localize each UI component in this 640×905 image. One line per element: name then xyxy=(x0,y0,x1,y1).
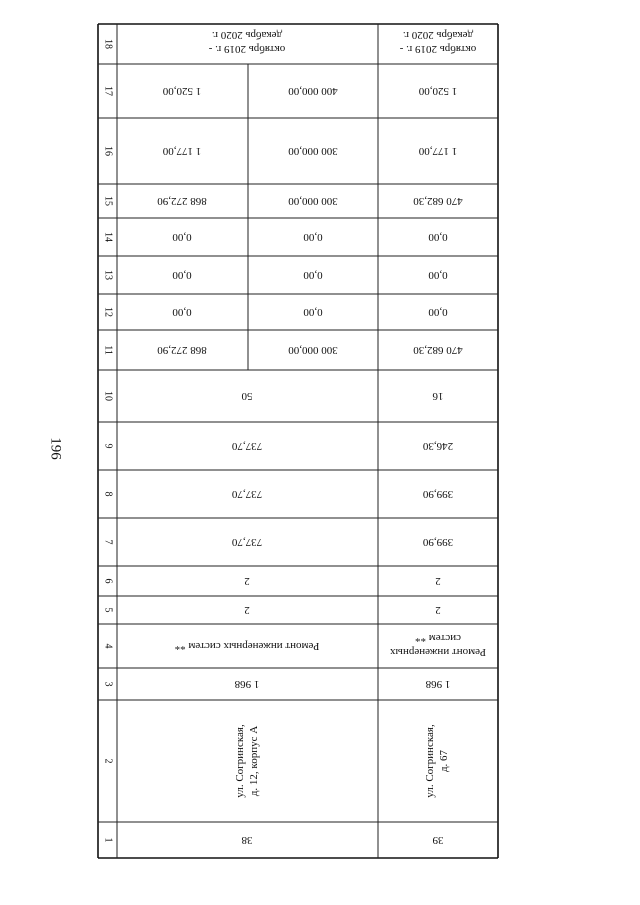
work-type-cell xyxy=(390,632,486,658)
cell-col10: 50 xyxy=(241,390,253,402)
cell-col17: 1 520,00 xyxy=(162,85,202,97)
cell-col8: 737,70 xyxy=(231,488,263,500)
address-cell xyxy=(424,724,450,798)
cell-col8: 399,90 xyxy=(422,488,454,500)
column-number: 6 xyxy=(102,578,114,584)
cell-col7: 399,90 xyxy=(422,536,454,548)
cell-col14: 0,00 xyxy=(428,231,448,243)
cell-col5: 2 xyxy=(435,604,441,616)
cell-col9: 246,30 xyxy=(422,440,454,452)
cell-col17: 400 000,00 xyxy=(288,85,338,97)
cell-col6: 2 xyxy=(244,575,250,587)
cell-col11: 300 000,00 xyxy=(288,344,338,356)
column-number: 10 xyxy=(102,391,114,401)
cell-col14: 0,00 xyxy=(172,231,192,243)
column-number: 9 xyxy=(102,443,114,449)
column-number: 12 xyxy=(102,307,114,317)
cell-col9: 737,70 xyxy=(231,440,263,452)
cell-col13: 0,00 xyxy=(172,269,192,281)
cell-col10: 16 xyxy=(432,390,444,402)
cell-col13: 0,00 xyxy=(303,269,323,281)
address-line-2: д. 12, корпус А xyxy=(248,725,260,797)
column-number: 3 xyxy=(102,681,114,687)
build-year: 1 968 xyxy=(425,678,451,690)
cell-col16: 1 177,00 xyxy=(418,145,458,157)
column-number: 13 xyxy=(102,270,114,280)
build-year: 1 968 xyxy=(234,678,260,690)
column-number: 4 xyxy=(102,643,114,649)
cell-col7: 737,70 xyxy=(231,536,263,548)
page-number: 196 xyxy=(47,437,64,460)
period-cell xyxy=(399,29,476,55)
column-number: 15 xyxy=(102,196,114,206)
cell-col6: 2 xyxy=(435,575,441,587)
work-type-line-2: систем ** xyxy=(414,632,462,644)
cell-col15: 868 272,90 xyxy=(157,195,207,207)
period-line-1: октябрь 2019 г. - xyxy=(208,43,286,55)
column-number: 1 xyxy=(102,837,114,843)
address-line-1: ул. Согринская, xyxy=(424,724,436,798)
column-number: 5 xyxy=(102,607,114,613)
cell-col17: 1 520,00 xyxy=(418,85,458,97)
cell-col12: 0,00 xyxy=(303,306,323,318)
address-line-1: ул. Согринская, xyxy=(234,724,246,798)
column-number: 2 xyxy=(102,758,114,764)
column-number: 8 xyxy=(102,491,114,497)
cell-col16: 1 177,00 xyxy=(162,145,202,157)
cell-col15: 470 682,30 xyxy=(413,195,463,207)
column-number: 14 xyxy=(102,232,114,242)
column-number: 17 xyxy=(102,86,114,96)
column-number: 7 xyxy=(102,539,114,545)
period-line-2: декабрь 2020 г. xyxy=(402,29,474,41)
cell-col13: 0,00 xyxy=(428,269,448,281)
row-number: 39 xyxy=(432,834,444,846)
cell-col11: 868 272,90 xyxy=(157,344,207,356)
cell-col14: 0,00 xyxy=(303,231,323,243)
address-cell xyxy=(234,724,260,798)
row-number: 38 xyxy=(241,834,253,846)
work-type-line-1: Ремонт инженерных xyxy=(390,646,486,658)
work-type: Ремонт инженерных систем ** xyxy=(174,640,320,652)
cell-col11: 470 682,30 xyxy=(413,344,463,356)
period-line-2: декабрь 2020 г. xyxy=(211,29,283,41)
period-line-1: октябрь 2019 г. - xyxy=(399,43,477,55)
period-cell xyxy=(208,29,285,55)
column-number: 16 xyxy=(102,146,114,156)
cell-col15: 300 000,00 xyxy=(288,195,338,207)
table-row-38 xyxy=(157,29,338,846)
cell-col12: 0,00 xyxy=(172,306,192,318)
column-number: 18 xyxy=(102,39,114,49)
table-row-39 xyxy=(390,29,486,846)
cell-col16: 300 000,00 xyxy=(288,145,338,157)
column-number-header xyxy=(103,39,114,843)
cell-col5: 2 xyxy=(244,604,250,616)
column-number: 11 xyxy=(102,345,114,355)
cell-col12: 0,00 xyxy=(428,306,448,318)
address-line-2: д. 67 xyxy=(438,749,450,773)
